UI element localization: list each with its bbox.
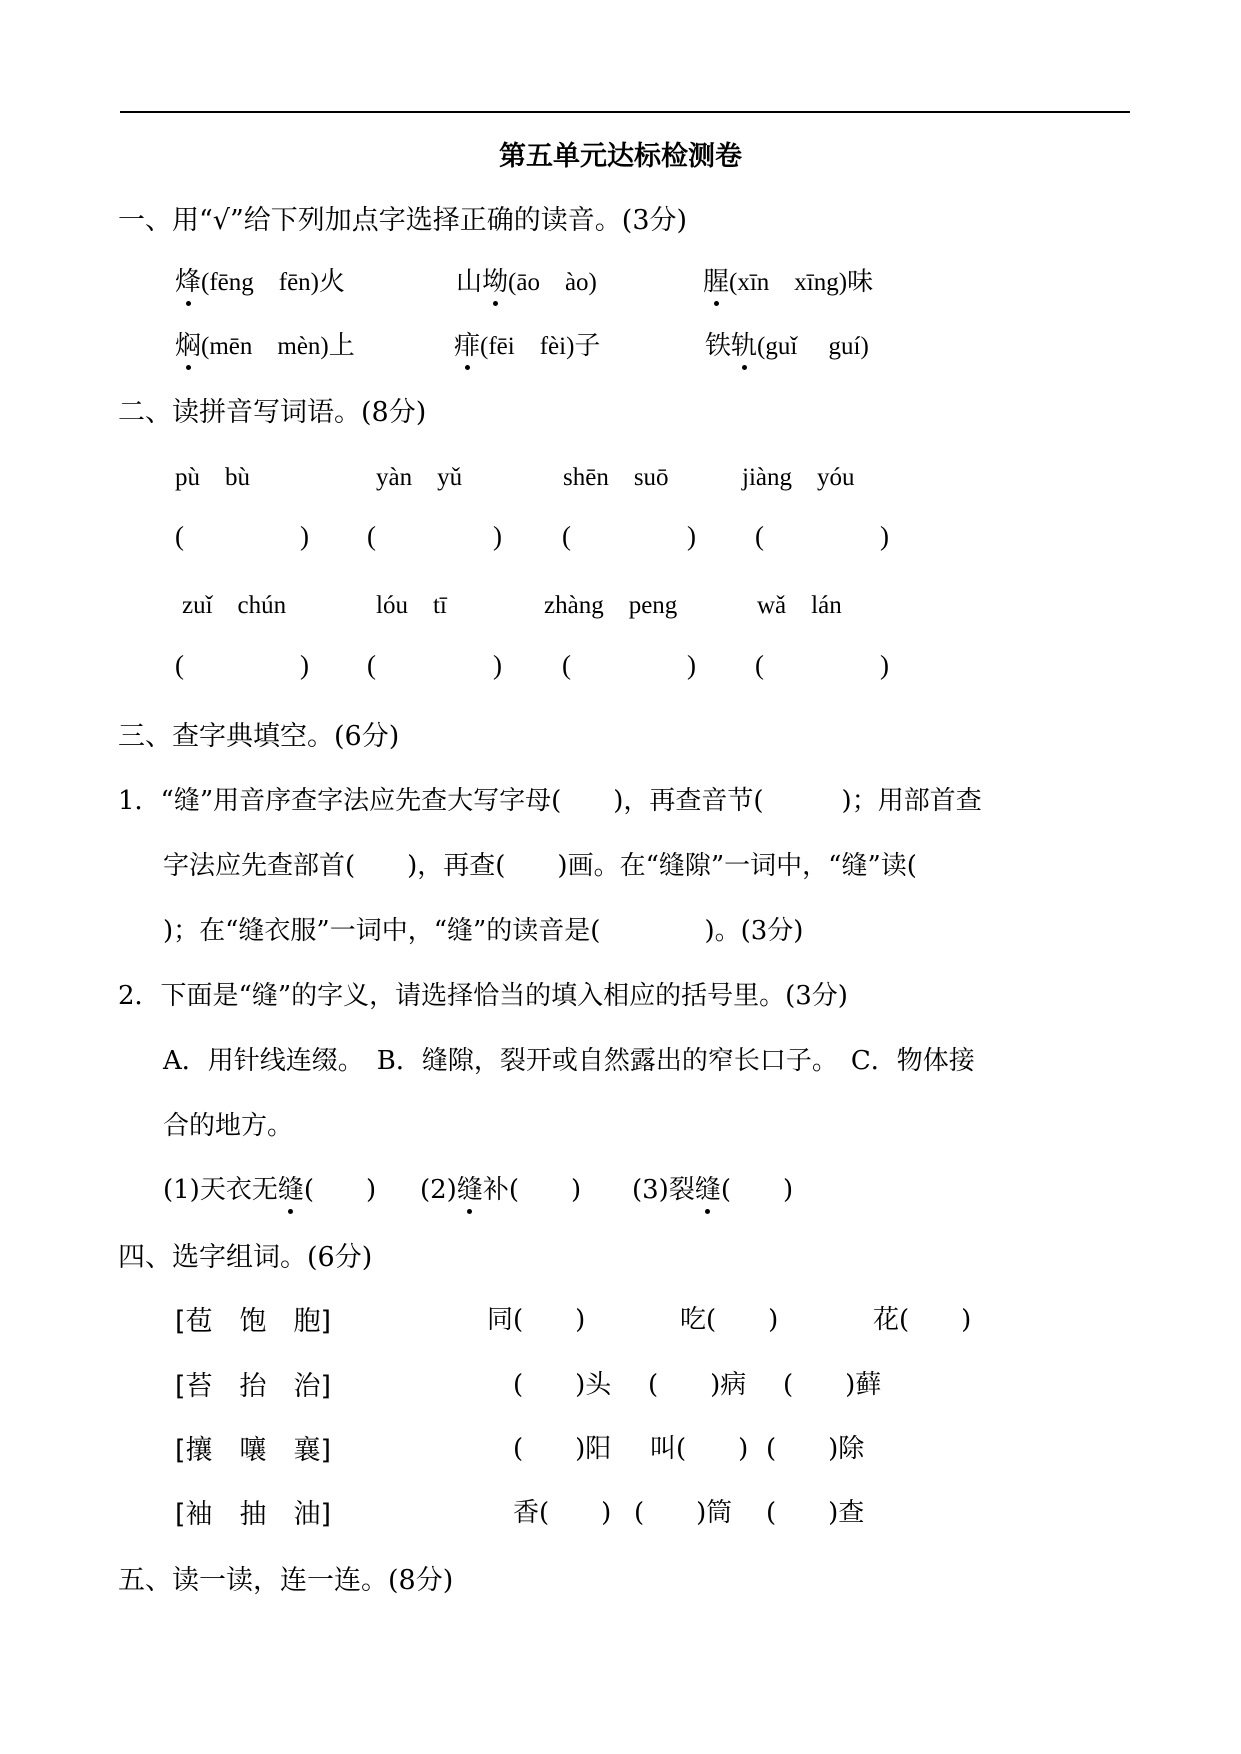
q3-sub-item: [163, 1169, 376, 1206]
q3-sub-item: [632, 1169, 793, 1206]
sub-suffix: 补( ): [482, 1175, 582, 1205]
answer-open-bracket: (: [755, 521, 764, 551]
word-prefix: 铁: [705, 331, 732, 361]
word-suffix: 味: [847, 267, 874, 297]
pinyin-word: lóu tī: [376, 592, 447, 619]
q1-item: [175, 261, 345, 298]
fill-item: ( )除: [766, 1434, 865, 1464]
pinyin-choice: (fēng fēn): [201, 269, 320, 296]
pinyin-choice: (guǐ guí): [757, 333, 869, 360]
top-rule: [120, 111, 1130, 113]
pinyin-word: pù bù: [175, 464, 251, 491]
q1-item: [175, 325, 355, 362]
answer-open-bracket: (: [175, 650, 184, 680]
answer-open-bracket: (: [562, 521, 571, 551]
sub-suffix: ( ): [720, 1175, 794, 1205]
section-2-heading: 二、读拼音写词语。(8分): [118, 397, 427, 428]
fill-item: ( )病: [648, 1370, 747, 1400]
answer-close-bracket: ): [687, 650, 696, 680]
dotted-char: 痱: [454, 325, 480, 362]
sub-prefix: (3)裂: [632, 1175, 695, 1205]
fill-item: ( )藓: [783, 1370, 882, 1400]
pinyin-choice: (mēn mèn): [201, 333, 329, 360]
answer-open-bracket: (: [367, 650, 376, 680]
char-options: [袖 抽 油]: [175, 1499, 332, 1530]
char-options: [攘 嚷 襄]: [175, 1435, 332, 1466]
sub-prefix: (2): [420, 1175, 457, 1205]
section-3-heading: 三、查字典填空。(6分): [118, 721, 400, 752]
page-title: 第五单元达标检测卷: [499, 141, 742, 172]
answer-close-bracket: ): [880, 521, 889, 551]
fill-item: 花( ): [873, 1305, 972, 1335]
q1-item: [703, 261, 873, 298]
q1-item: [454, 325, 600, 362]
fill-item: ( )筒: [634, 1498, 733, 1528]
answer-close-bracket: ): [687, 521, 696, 551]
pinyin-word: zuǐ chún: [182, 592, 287, 619]
dotted-char: 烽: [175, 261, 201, 298]
answer-close-bracket: ): [300, 650, 309, 680]
char-options: [苞 饱 胞]: [175, 1306, 332, 1337]
pinyin-choice: (xīn xīng): [729, 269, 848, 296]
answer-open-bracket: (: [367, 521, 376, 551]
q3-line: 1．“缝”用音序查字法应先查大写字母( )，再查音节( )；用部首查: [118, 786, 982, 816]
q3-line: )；在“缝衣服”一词中，“缝”的读音是( )。(3分): [163, 916, 804, 946]
answer-open-bracket: (: [175, 521, 184, 551]
fill-item: ( )头: [513, 1370, 612, 1400]
fill-item: ( )阳: [513, 1434, 612, 1464]
fill-item: 香( ): [513, 1498, 612, 1528]
fill-item: 叫( ): [650, 1434, 749, 1464]
q3-line: A．用针线连缀。 B．缝隙，裂开或自然露出的窄长口子。 C．物体接: [163, 1046, 975, 1076]
pinyin-word: zhàng peng: [544, 592, 678, 619]
char-options: [苔 抬 治]: [175, 1371, 332, 1402]
q1-item: [705, 325, 869, 362]
dotted-char: 缝: [278, 1169, 304, 1206]
pinyin-word: jiàng yóu: [742, 464, 855, 491]
answer-close-bracket: ): [493, 650, 502, 680]
fill-item: 同( ): [487, 1305, 586, 1335]
pinyin-choice: (fēi fèi): [480, 333, 575, 360]
answer-close-bracket: ): [880, 650, 889, 680]
dotted-char: 腥: [703, 261, 729, 298]
q3-sub-item: [420, 1169, 581, 1206]
answer-open-bracket: (: [562, 650, 571, 680]
dotted-char: 轨: [731, 325, 757, 362]
pinyin-choice: (āo ào): [508, 269, 597, 296]
dotted-char: 缝: [457, 1169, 483, 1206]
q1-item: [456, 261, 597, 298]
fill-item: ( )查: [766, 1498, 865, 1528]
word-prefix: 山: [456, 267, 483, 297]
word-suffix: 上: [328, 331, 355, 361]
pinyin-word: yàn yǔ: [376, 464, 463, 491]
pinyin-word: wǎ lán: [757, 592, 842, 619]
section-1-heading: 一、用“√”给下列加点字选择正确的读音。(3分): [118, 205, 688, 236]
answer-open-bracket: (: [755, 650, 764, 680]
pinyin-word: shēn suō: [563, 464, 669, 491]
section-5-heading: 五、读一读，连一连。(8分): [118, 1565, 454, 1596]
fill-item: 吃( ): [680, 1305, 779, 1335]
q3-line: 合的地方。: [163, 1111, 294, 1141]
answer-close-bracket: ): [493, 521, 502, 551]
dotted-char: 坳: [482, 261, 508, 298]
answer-close-bracket: ): [300, 521, 309, 551]
section-4-heading: 四、选字组词。(6分): [118, 1242, 373, 1273]
q3-line: 2．下面是“缝”的字义，请选择恰当的填入相应的括号里。(3分): [118, 981, 848, 1011]
word-suffix: 火: [319, 267, 346, 297]
dotted-char: 缝: [695, 1169, 721, 1206]
dotted-char: 焖: [175, 325, 201, 362]
sub-suffix: ( ): [303, 1175, 377, 1205]
sub-prefix: (1)天衣无: [163, 1175, 278, 1205]
q3-line: 字法应先查部首( )，再查( )画。在“缝隙”一词中，“缝”读(: [163, 851, 917, 881]
word-suffix: 子: [574, 331, 601, 361]
